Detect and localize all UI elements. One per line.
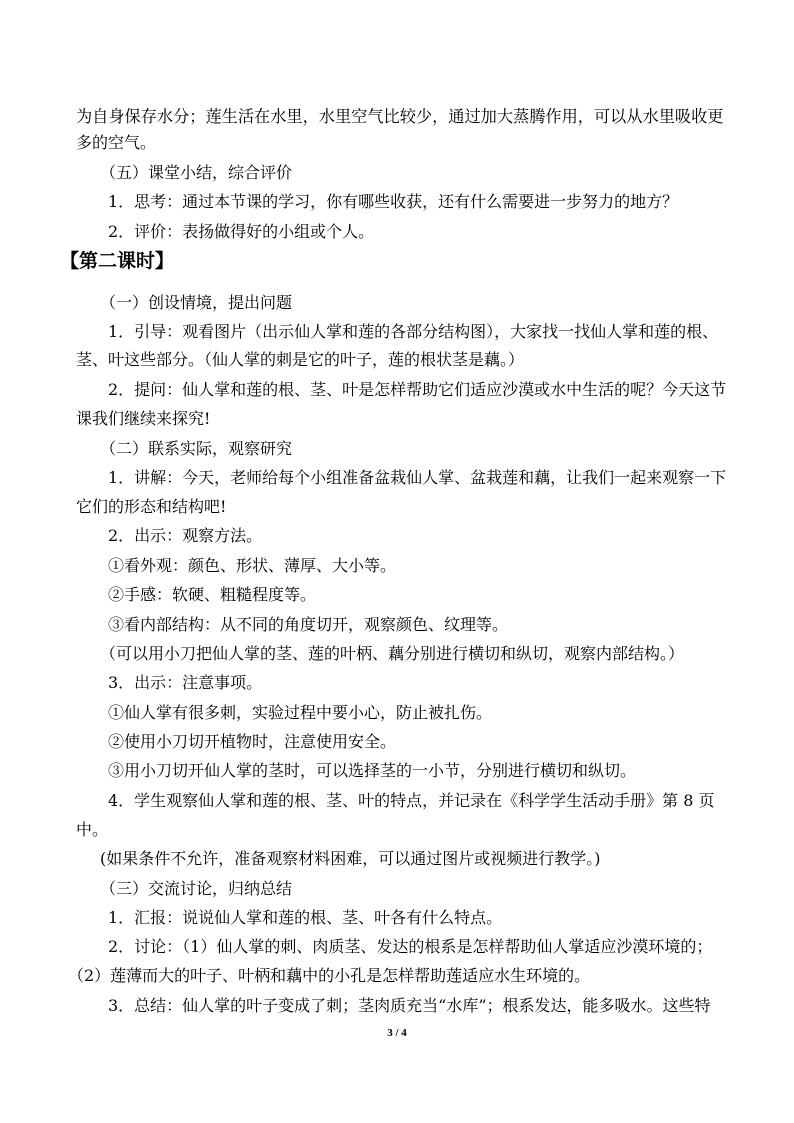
- paragraph-line: 中。: [76, 820, 109, 839]
- paragraph-line: 它们的形态和结构吧!: [76, 497, 227, 516]
- paragraph-line: 为自身保存水分；莲生活在水里，水里空气比较少，通过加大蒸腾作用，可以从水里吸收更: [76, 107, 724, 126]
- paragraph-line: 2．提问：仙人掌和莲的根、茎、叶是怎样帮助它们适应沙漠或水中生活的呢？今天这节: [108, 380, 727, 399]
- section-heading: （三）交流讨论，归纳总结: [100, 879, 293, 898]
- paragraph-line: 3．出示：注意事项。: [108, 673, 263, 692]
- paragraph-line: （2）莲薄而大的叶子、叶柄和藕中的小孔是怎样帮助莲适应水生环境的。: [68, 966, 591, 985]
- paragraph-line: 3．总结：仙人掌的叶子变成了刺；茎肉质充当“水库”；根系发达，能多吸水。这些特: [108, 996, 711, 1015]
- paragraph-line: 1．引导：观看图片（出示仙人掌和莲的各部分结构图），大家找一找仙人掌和莲的根、: [108, 322, 719, 341]
- paragraph-line: ③看内部结构：从不同的角度切开，观察颜色、纹理等。: [108, 615, 509, 634]
- paragraph-line: 4．学生观察仙人掌和莲的根、茎、叶的特点，并记录在《科学学生活动手册》第 8 页: [108, 791, 715, 810]
- paragraph-line: 1．讲解：今天，老师给每个小组准备盆栽仙人掌、盆栽莲和藕，让我们一起来观察一下: [108, 468, 727, 487]
- paragraph-line: 1．思考：通过本节课的学习，你有哪些收获，还有什么需要进一步努力的地方？: [108, 192, 679, 211]
- paragraph-line: 课我们继续来探究!: [76, 409, 211, 428]
- paragraph-line: 2．评价：表扬做得好的小组或个人。: [108, 222, 375, 241]
- paragraph-line: 2．出示：观察方法。: [108, 526, 263, 545]
- section-heading: （五）课堂小结，综合评价: [100, 163, 293, 182]
- paragraph-line: （可以用小刀把仙人掌的茎、莲的叶柄、藕分别进行横切和纵切，观察内部结构。）: [100, 644, 685, 663]
- paragraph-line: 多的空气。: [76, 133, 157, 152]
- section-heading: （二）联系实际，观察研究: [100, 439, 293, 458]
- paragraph-line: 1．汇报：说说仙人掌和莲的根、茎、叶各有什么特点。: [108, 908, 503, 927]
- paragraph-line: 2．讨论：（1）仙人掌的刺、肉质茎、发达的根系是怎样帮助仙人掌适应沙漠环境的；: [108, 937, 713, 956]
- paragraph-line: (如果条件不允许，准备观察材料困难，可以通过图片或视频进行教学。): [100, 849, 601, 868]
- paragraph-line: ③用小刀切开仙人掌的茎时，可以选择茎的一小节，分别进行横切和纵切。: [108, 761, 637, 780]
- paragraph-line: ①看外观：颜色、形状、薄厚、大小等。: [108, 556, 397, 575]
- page-number: 3 / 4: [387, 1027, 407, 1039]
- paragraph-line: 茎、叶这些部分。（仙人掌的刺是它的叶子，莲的根状茎是藕。）: [76, 350, 525, 369]
- section-heading: （一）创设情境，提出问题: [100, 293, 293, 312]
- paragraph-line: ①仙人掌有很多刺，实验过程中要小心，防止被扎伤。: [108, 703, 493, 722]
- lesson-heading: 【第二课时】: [60, 250, 175, 272]
- paragraph-line: ②手感：软硬、粗糙程度等。: [108, 585, 317, 604]
- paragraph-line: ②使用小刀切开植物时，注意使用安全。: [108, 732, 397, 751]
